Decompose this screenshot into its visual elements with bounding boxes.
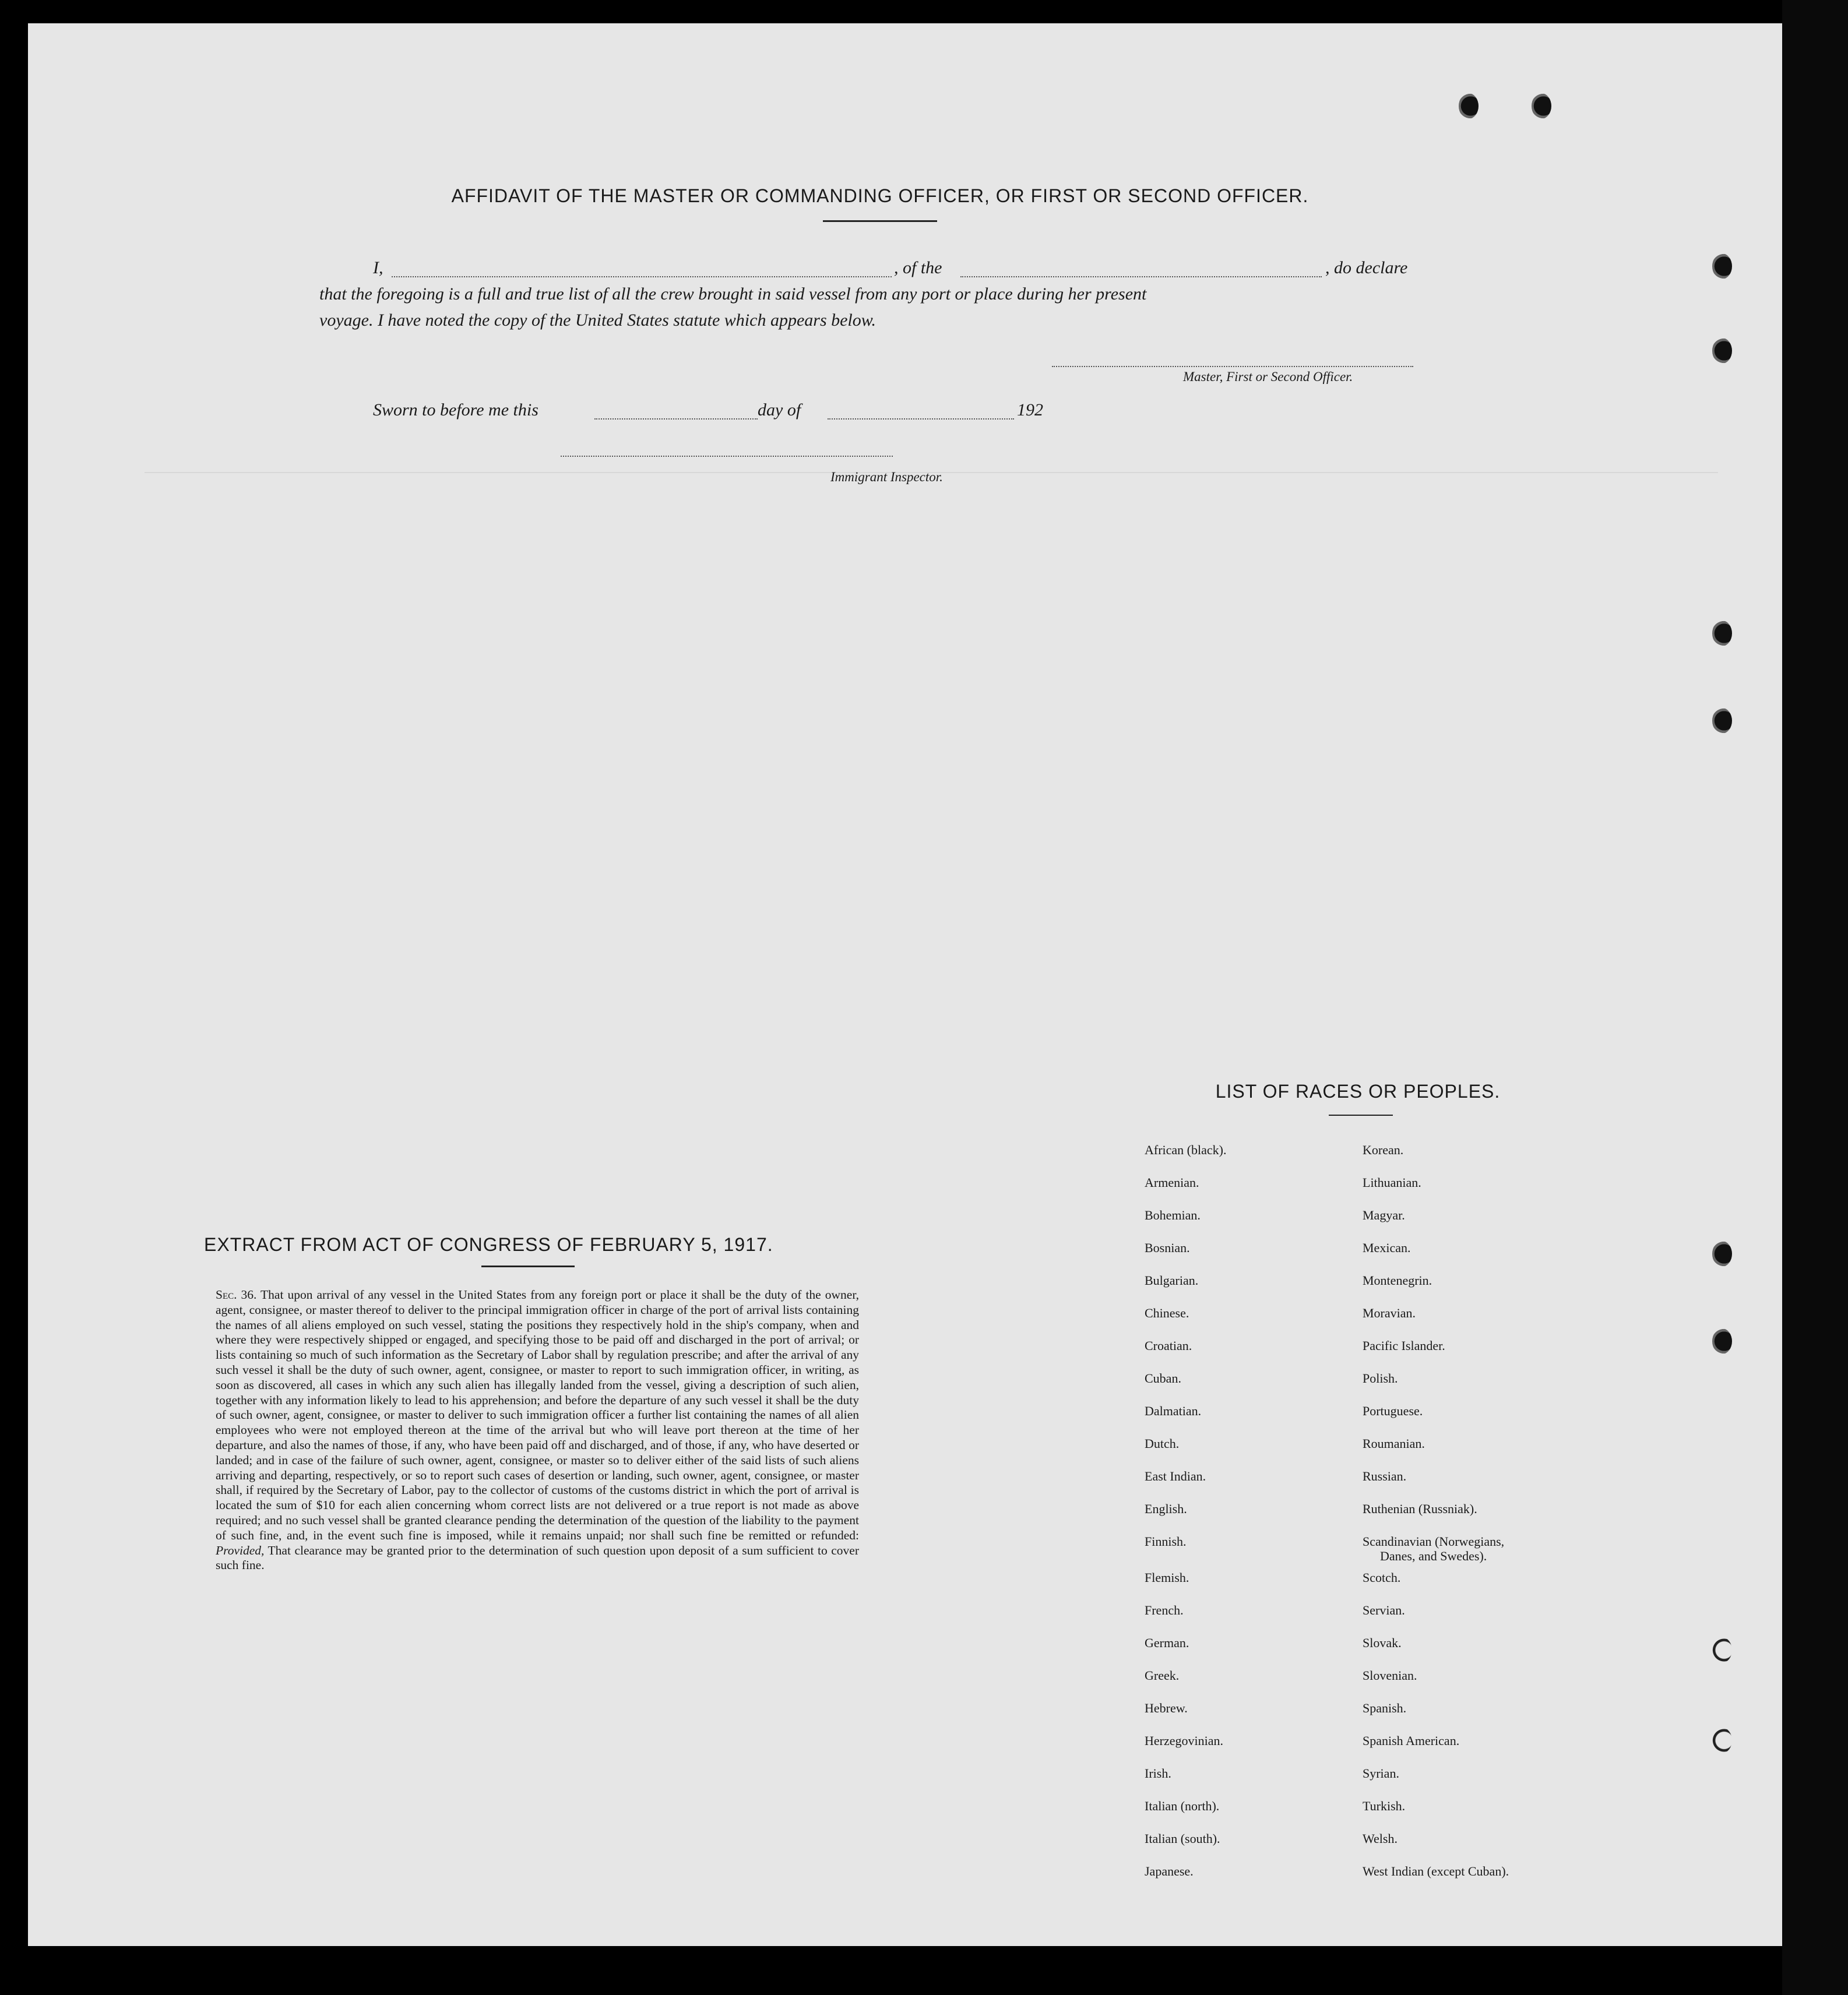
race-item: Scotch. — [1363, 1570, 1401, 1585]
statute-provided: Provided, — [216, 1543, 265, 1557]
punch-hole-icon — [1712, 1328, 1732, 1354]
race-item: East Indian. — [1145, 1469, 1206, 1483]
declarant-name-field[interactable] — [392, 276, 892, 277]
race-item: Bohemian. — [1145, 1208, 1201, 1222]
race-item: Slovenian. — [1363, 1668, 1417, 1683]
title-rule — [1329, 1115, 1393, 1116]
affidavit-statement-line: that the foregoing is a full and true list of all the crew brought in said vessel from any port or place during her present — [319, 284, 1147, 304]
race-item: Dutch. — [1145, 1436, 1180, 1451]
race-item: Irish. — [1145, 1766, 1171, 1781]
punch-hole-icon — [1712, 1728, 1732, 1753]
year-prefix: 192 — [1017, 400, 1043, 420]
race-item: Korean. — [1363, 1143, 1404, 1157]
race-item: Polish. — [1363, 1371, 1398, 1386]
affidavit-do-declare-label: , do declare — [1325, 258, 1408, 277]
race-item: Ruthenian (Russniak). — [1363, 1501, 1477, 1516]
race-item: French. — [1145, 1603, 1184, 1617]
race-item: Spanish. — [1363, 1701, 1407, 1715]
race-item: Cuban. — [1145, 1371, 1181, 1386]
race-item: Russian. — [1363, 1469, 1407, 1483]
affidavit-of-the-label: , of the — [894, 258, 942, 277]
punch-hole-icon — [1712, 1241, 1732, 1267]
inspector-signature-caption: Immigrant Inspector. — [830, 470, 943, 484]
race-item: English. — [1145, 1501, 1187, 1516]
inspector-signature-field[interactable] — [561, 456, 893, 457]
sworn-day-field[interactable] — [594, 418, 758, 420]
race-item: Scandinavian (Norwegians, — [1363, 1534, 1505, 1549]
punch-hole-icon — [1712, 253, 1732, 279]
day-of-label: day of — [758, 400, 801, 420]
race-item: Lithuanian. — [1363, 1175, 1421, 1190]
race-item: African (black). — [1145, 1143, 1227, 1157]
race-item: Danes, and Swedes). — [1380, 1549, 1487, 1563]
punch-hole-icon — [1712, 621, 1732, 646]
race-item: Italian (south). — [1145, 1831, 1220, 1846]
punch-hole-icon — [1712, 1637, 1732, 1663]
title-rule — [481, 1266, 575, 1267]
race-item: Chinese. — [1145, 1306, 1189, 1320]
race-item: Mexican. — [1363, 1240, 1411, 1255]
form-page — [28, 23, 1782, 1946]
race-item: Bulgarian. — [1145, 1273, 1199, 1288]
sworn-month-field[interactable] — [828, 418, 1014, 420]
statute-text — [216, 1288, 859, 1573]
punch-hole-icon — [1459, 93, 1479, 119]
race-item: Bosnian. — [1145, 1240, 1190, 1255]
affidavit-statement-line: voyage. I have noted the copy of the United States statute which appears below. — [319, 311, 877, 330]
race-item: Servian. — [1363, 1603, 1405, 1617]
race-item: West Indian (except Cuban). — [1363, 1864, 1509, 1878]
race-item: Spanish American. — [1363, 1733, 1460, 1748]
race-item: Roumanian. — [1363, 1436, 1425, 1451]
race-item: Pacific Islander. — [1363, 1338, 1445, 1353]
punch-hole-icon — [1712, 338, 1732, 364]
race-item: Greek. — [1145, 1668, 1180, 1683]
races-title: LIST OF RACES OR PEOPLES. — [1215, 1081, 1501, 1102]
race-item: Croatian. — [1145, 1338, 1192, 1353]
race-item: Armenian. — [1145, 1175, 1199, 1190]
affidavit-title: AFFIDAVIT OF THE MASTER OR COMMANDING OFFICER, OR FIRST OR SECOND OFFICER. — [451, 185, 1309, 206]
scan-edge — [1782, 0, 1848, 1995]
race-item: Welsh. — [1363, 1831, 1398, 1846]
race-item: Hebrew. — [1145, 1701, 1188, 1715]
master-signature-field[interactable] — [1052, 366, 1413, 367]
master-signature-caption: Master, First or Second Officer. — [1183, 369, 1353, 384]
race-item: Japanese. — [1145, 1864, 1194, 1878]
race-item: Moravian. — [1363, 1306, 1416, 1320]
race-item: Finnish. — [1145, 1534, 1187, 1549]
affidavit-i-label: I, — [373, 258, 383, 277]
bleed-through-marks — [145, 472, 1718, 1288]
race-item: Dalmatian. — [1145, 1404, 1202, 1418]
punch-hole-icon — [1532, 93, 1551, 119]
punch-hole-icon — [1712, 708, 1732, 734]
race-item: Flemish. — [1145, 1570, 1189, 1585]
statute-body: That upon arrival of any vessel in the United States from any foreign port or place it shall be the duty of the owner, agent, consignee, or master thereof to deliver to the principal immigration officer in charge of the port of arrival lists containing the names of all aliens employed on such vessel, stating the positions they respectively hold in the ship's company, when and where they were respectively shipped or engaged, and specifying those to be paid off and discharged in the port of arrival; or lists containing so much of such information as the Secretary of Labor shall by regulation prescribe; and after the arrival of any such vessel it shall be the duty of such owner, agent, consignee, or master to report to such immigration officer, in writing, as soon as discovered, all cases in which any such alien has illegally landed from the vessel, giving a description of such alien, together with any information likely to lead to his apprehension; and before the departure of any such vessel it shall be the duty of such owner, agent, consignee, or master to deliver to such immigration officer a further list containing the names of all alien employees who were not employed thereon at the time of the arrival but who will leave port thereon at the time of her departure, and also the names of those, if any, who have been paid off and discharged, and of those, if any, who have deserted or landed; and in case of the failure of such owner, agent, consignee, or master so to deliver either of the said lists of such aliens arriving and departing, respectively, or so to report such cases of desertion or landing, such owner, agent, consignee, or master shall, if required by the Secretary of Labor, pay to the collector of customs of the customs district in which the port of arrival is located the sum of $10 for each alien concerning whom correct lists are not delivered or a true report is not made as above required; and no such vessel shall be granted clearance pending the determination of the question of the liability to the payment of such fine, and, in the event such fine is imposed, while it remains unpaid; nor shall such fine be remitted or refunded: — [216, 1288, 859, 1542]
race-item: Montenegrin. — [1363, 1273, 1432, 1288]
title-rule — [823, 220, 937, 222]
race-item: Portuguese. — [1363, 1404, 1423, 1418]
race-item: Herzegovinian. — [1145, 1733, 1223, 1748]
statute-body-end: That clearance may be granted prior to the determination of such question upon deposit of a sum sufficient to cover such fine. — [216, 1543, 859, 1573]
section-label: Sec. 36. — [216, 1288, 257, 1302]
race-item: Slovak. — [1363, 1636, 1402, 1650]
race-item: German. — [1145, 1636, 1189, 1650]
vessel-name-field[interactable] — [960, 276, 1322, 277]
extract-title: EXTRACT FROM ACT OF CONGRESS OF FEBRUARY 5, 1917. — [204, 1234, 773, 1255]
race-item: Magyar. — [1363, 1208, 1405, 1222]
race-item: Italian (north). — [1145, 1799, 1220, 1813]
race-item: Turkish. — [1363, 1799, 1406, 1813]
race-item: Syrian. — [1363, 1766, 1399, 1781]
sworn-label: Sworn to before me this — [373, 400, 538, 420]
